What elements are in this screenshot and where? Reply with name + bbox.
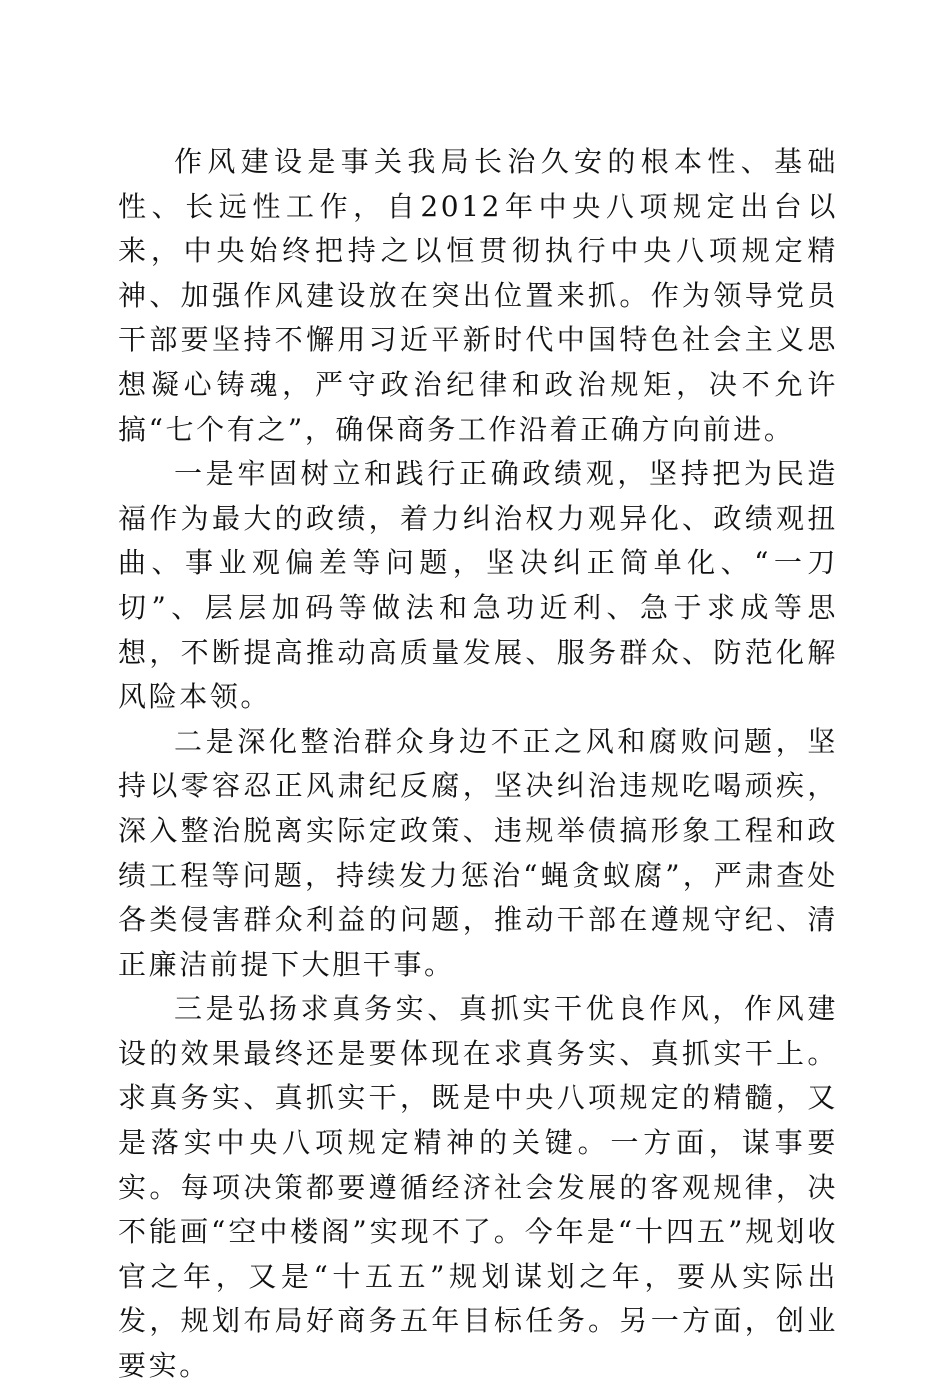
paragraph-point-three: 三是弘扬求真务实、真抓实干优良作风，作风建设的效果最终还是要体现在求真务实、真抓实干上。求真务实、真抓实干，既是中央八项规定的精髓，又是落实中央八项规定精神的关键。一方面，谋事要实。每项决策都要遵循经济社会发展的客观规律，决不能画“空中楼阁”实现不了。今年是“十四五”规划收官之年，又是“十五五”规划谋划之年，要从实际出发，规划布局好商务五年目标任务。另一方面，创业要实。 <box>118 992 838 1383</box>
paragraph-point-one: 一是牢固树立和践行正确政绩观，坚持把为民造福作为最大的政绩，着力纠治权力观异化、政绩观扭曲、事业观偏差等问题，坚决纠正简单化、“一刀切”、层层加码等做法和急功近利、急于求成等思想，不断提高推动高质量发展、服务群众、防范化解风险本领。 <box>118 457 838 714</box>
document-body <box>118 140 838 1389</box>
paragraph-point-two: 二是深化整治群众身边不正之风和腐败问题，坚持以零容忍正风肃纪反腐，坚决纠治违规吃喝顽疾，深入整治脱离实际定政策、违规举债搞形象工程和政绩工程等问题，持续发力惩治“蝇贪蚁腐”，严肃查处各类侵害群众利益的问题，推动干部在遵规守纪、清正廉洁前提下大胆干事。 <box>118 724 838 981</box>
paragraph-intro: 作风建设是事关我局长治久安的根本性、基础性、长远性工作，自2012年中央八项规定出台以来，中央始终把持之以恒贯彻执行中央八项规定精神、加强作风建设放在突出位置来抓。作为领导党员干部要坚持不懈用习近平新时代中国特色社会主义思想凝心铸魂，严守政治纪律和政治规矩，决不允许搞“七个有之”，确保商务工作沿着正确方向前进。 <box>118 145 838 446</box>
